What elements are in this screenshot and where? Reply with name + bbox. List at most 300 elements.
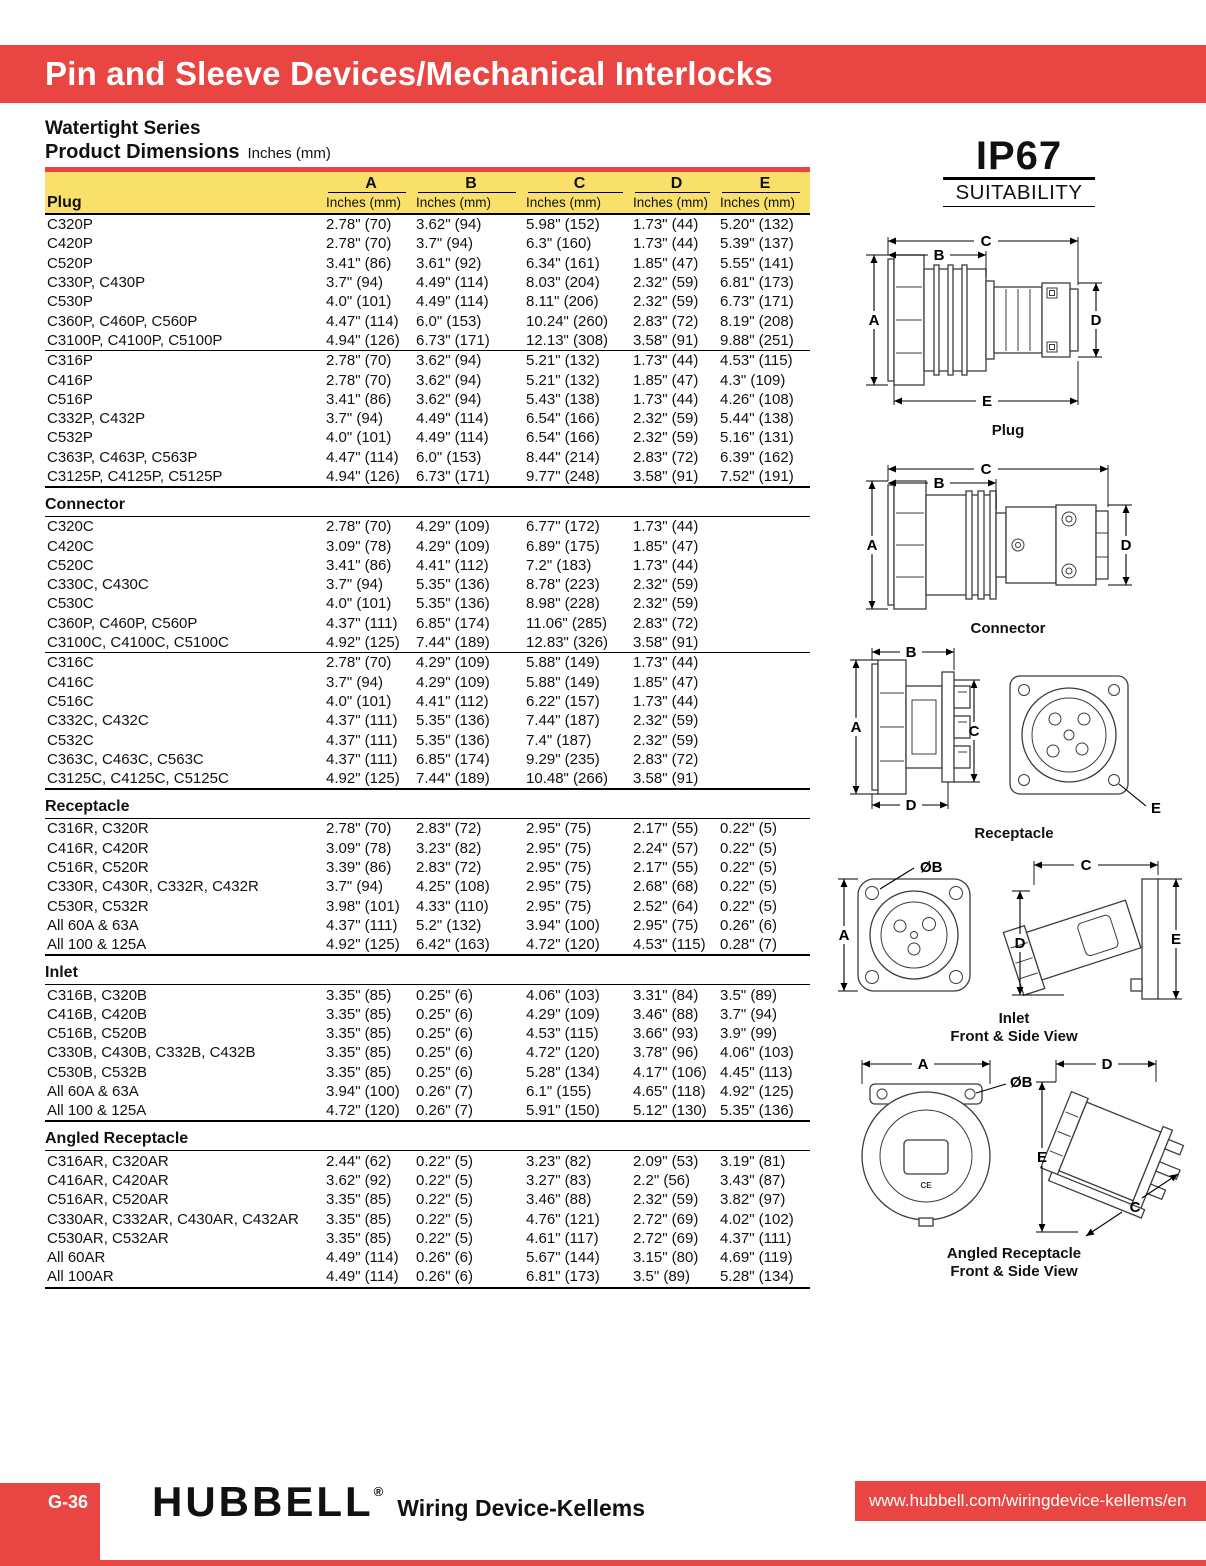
cell-c: 11.06" (285) [526,614,607,632]
cell-model: C316AR, C320AR [47,1152,169,1170]
angled-dim-e: E [1036,1149,1048,1166]
cell-e: 0.22" (5) [720,839,778,857]
brand-logo [152,1478,646,1525]
angled-receptacle-diagram-subcaption: Front & Side View [950,1263,1078,1280]
cell-d: 1.73" (44) [633,390,699,408]
cell-d: 1.73" (44) [633,692,699,710]
table-group [45,819,810,956]
cell-d: 2.83" (72) [633,448,699,466]
section-heading: Inlet [45,963,810,985]
angled-dim-a: A [917,1056,929,1073]
cell-e: 3.7" (94) [720,1005,778,1023]
footer-url[interactable]: www.hubbell.com/wiringdevice-kellems/en [855,1481,1206,1521]
cell-b: 5.35" (136) [416,576,490,594]
cell-c: 5.21" (132) [526,371,600,389]
receptacle-dim-d: D [905,797,917,814]
cell-a: 3.09" (78) [326,839,392,857]
cell-a: 4.0" (101) [326,692,392,710]
cell-model: C530AR, C532AR [47,1229,169,1247]
cell-d: 2.95" (75) [633,916,699,934]
cell-model: C363P, C463P, C563P [47,448,198,466]
cell-d: 2.17" (55) [633,820,699,838]
cell-d: 2.24" (57) [633,839,699,857]
cell-c: 6.89" (175) [526,537,600,555]
cell-a: 3.94" (100) [326,1083,400,1101]
cell-c: 5.88" (149) [526,654,600,672]
table-row [45,1024,810,1043]
cell-a: 4.47" (114) [326,448,399,466]
cell-b: 5.35" (136) [416,595,490,613]
cell-e: 4.3" (109) [720,371,786,389]
cell-d: 3.66" (93) [633,1025,699,1043]
cell-c: 8.03" (204) [526,274,600,292]
cell-c: 6.22" (157) [526,692,600,710]
cell-a: 3.35" (85) [326,1063,392,1081]
table-row [45,1209,810,1228]
cell-b: 4.49" (114) [416,274,489,292]
cell-model: C516AR, C520AR [47,1191,169,1209]
cell-model: C330R, C430R, C332R, C432R [47,878,259,896]
cell-a: 2.78" (70) [326,371,392,389]
cell-model: C516R, C520R [47,859,149,877]
cell-model: C330B, C430B, C332B, C432B [47,1044,256,1062]
cell-b: 0.26" (6) [416,1249,474,1267]
angled-receptacle-diagram-svg [834,1052,1194,1240]
plug-diagram-svg [838,225,1178,417]
illustrations-column [830,130,1206,1345]
cell-model: C520P [47,254,93,272]
angled-dim-d: D [1101,1056,1113,1073]
cell-d: 1.73" (44) [633,216,699,234]
cell-c: 6.3" (160) [526,235,592,253]
page-header-bar [0,45,1206,103]
table-row [45,1190,810,1209]
cell-a: 2.44" (62) [326,1152,392,1170]
cell-c: 6.77" (172) [526,518,600,536]
receptacle-dim-b: B [905,644,917,661]
cell-model: All 60A & 63A [47,1083,139,1101]
cell-d: 2.32" (59) [633,712,699,730]
cell-a: 2.78" (70) [326,216,392,234]
table-row [45,331,810,350]
cell-c: 5.28" (134) [526,1063,600,1081]
table-body [45,215,810,1289]
cell-a: 2.78" (70) [326,518,392,536]
cell-d: 1.85" (47) [633,254,699,272]
cell-c: 4.72" (120) [526,936,600,954]
ip67-suitability-label: SUITABILITY [943,180,1095,207]
subheader-d: Inches (mm) [633,195,709,210]
cell-model: All 100AR [47,1268,114,1286]
cell-a: 4.37" (111) [326,614,398,632]
cell-d: 5.12" (130) [633,1102,707,1120]
cell-b: 5.2" (132) [416,916,482,934]
table-row [45,467,810,486]
cell-d: 2.83" (72) [633,750,699,768]
cell-e: 4.92" (125) [720,1083,794,1101]
cell-b: 6.73" (171) [416,468,490,485]
cell-b: 4.49" (114) [416,293,489,311]
plug-dim-e: E [981,393,993,410]
cell-a: 3.35" (85) [326,1005,392,1023]
cell-b: 3.62" (94) [416,390,482,408]
cell-c: 9.29" (235) [526,750,600,768]
cell-a: 3.41" (86) [326,254,392,272]
table-row [45,692,810,711]
table-row [45,1171,810,1190]
cell-b: 3.23" (82) [416,839,482,857]
cell-d: 4.53" (115) [633,936,706,954]
table-row [45,1043,810,1062]
cell-c: 8.44" (214) [526,448,600,466]
inlet-dim-a: A [838,927,850,944]
cell-model: C332C, C432C [47,712,149,730]
cell-a: 4.37" (111) [326,916,398,934]
receptacle-diagram-svg [834,642,1194,820]
cell-model: All 100 & 125A [47,936,147,954]
table-group [45,517,810,653]
intro-block [45,118,331,166]
ip67-code: IP67 [943,136,1095,180]
cell-c: 3.46" (88) [526,1191,592,1209]
cell-c: 7.44" (187) [526,712,600,730]
cell-c: 5.98" (152) [526,216,600,234]
cell-d: 2.83" (72) [633,312,699,330]
cell-c: 2.95" (75) [526,878,592,896]
connector-diagram [838,455,1178,638]
cell-b: 0.25" (6) [416,1025,474,1043]
cell-b: 6.0" (153) [416,312,482,330]
cell-c: 6.1" (155) [526,1083,592,1101]
table-row [45,1248,810,1267]
cell-a: 3.09" (78) [326,537,392,555]
cell-e: 0.26" (6) [720,916,778,934]
cell-d: 1.73" (44) [633,556,699,574]
cell-model: C316P [47,352,93,370]
table-row [45,448,810,467]
table-row [45,409,810,428]
plug-section-label: Plug [47,194,82,211]
cell-d: 2.32" (59) [633,429,699,447]
table-group [45,215,810,351]
cell-c: 8.78" (223) [526,576,600,594]
cell-c: 7.4" (187) [526,731,592,749]
connector-diagram-caption: Connector [970,620,1046,637]
table-row [45,673,810,692]
column-letters-row [45,172,810,193]
table-group [45,1151,810,1288]
receptacle-diagram-caption: Receptacle [974,825,1054,842]
cell-b: 4.29" (109) [416,518,490,536]
table-row [45,1063,810,1082]
registered-mark: ® [373,1484,384,1499]
table-row [45,935,810,954]
table-row [45,517,810,536]
cell-d: 2.32" (59) [633,731,699,749]
cell-model: All 60A & 63A [47,916,139,934]
cell-b: 7.44" (189) [416,634,490,652]
cell-d: 1.85" (47) [633,371,699,389]
table-row [45,1267,810,1286]
cell-a: 3.7" (94) [326,410,384,428]
cell-b: 4.29" (109) [416,537,490,555]
col-letter-d: D [633,172,720,193]
cell-b: 0.25" (6) [416,1005,474,1023]
cell-b: 0.25" (6) [416,1044,474,1062]
table-row [45,877,810,896]
cell-b: 6.85" (174) [416,750,490,768]
table-group [45,653,810,790]
cell-d: 2.32" (59) [633,293,699,311]
cell-b: 4.25" (108) [416,878,490,896]
ip67-rating-block [943,136,1095,207]
dimensions-units: Inches (mm) [247,145,331,162]
cell-b: 4.29" (109) [416,654,490,672]
cell-c: 5.21" (132) [526,352,600,370]
cell-b: 0.22" (5) [416,1210,474,1228]
cell-a: 4.72" (120) [326,1102,400,1120]
table-row [45,916,810,935]
cell-d: 1.73" (44) [633,352,699,370]
page-number-badge: G-36 [0,1483,100,1566]
column-subheader-row [45,193,810,213]
cell-model: C416R, C420R [47,839,149,857]
cell-e: 4.53" (115) [720,352,793,370]
cell-e: 9.88" (251) [720,331,794,349]
plug-dim-c: C [980,233,992,250]
cell-a: 4.92" (125) [326,770,400,788]
cell-a: 3.35" (85) [326,1191,392,1209]
cell-e: 5.55" (141) [720,254,794,272]
cell-d: 1.73" (44) [633,235,699,253]
cell-e: 3.43" (87) [720,1171,786,1189]
cell-model: C316B, C320B [47,986,148,1004]
cell-c: 9.77" (248) [526,468,600,485]
cell-model: C520C [47,556,94,574]
cell-e: 4.02" (102) [720,1210,794,1228]
dimensions-heading [45,140,331,166]
table-row [45,234,810,253]
cell-d: 2.17" (55) [633,859,699,877]
cell-b: 6.85" (174) [416,614,490,632]
table-group [45,351,810,488]
table-row [45,819,810,838]
cell-d: 2.32" (59) [633,1191,699,1209]
cell-d: 3.58" (91) [633,634,699,652]
cell-b: 0.26" (6) [416,1268,474,1286]
table-row [45,311,810,330]
cell-d: 2.09" (53) [633,1152,699,1170]
cell-e: 6.39" (162) [720,448,794,466]
cell-e: 3.82" (97) [720,1191,786,1209]
cell-a: 3.35" (85) [326,986,392,1004]
table-row [45,370,810,389]
cell-d: 2.52" (64) [633,897,699,915]
cell-b: 3.62" (94) [416,371,482,389]
cell-a: 3.39" (86) [326,859,392,877]
cell-c: 2.95" (75) [526,820,592,838]
cell-model: C532C [47,731,94,749]
cell-e: 4.06" (103) [720,1044,794,1062]
cell-e: 6.81" (173) [720,274,794,292]
table-row [45,1082,810,1101]
cell-a: 3.35" (85) [326,1025,392,1043]
cell-a: 2.78" (70) [326,352,392,370]
section-heading: Connector [45,495,810,517]
bottom-red-strip [0,1560,1206,1566]
cell-c: 8.98" (228) [526,595,600,613]
table-row [45,614,810,633]
product-dimensions-table [45,167,810,1289]
cell-a: 4.0" (101) [326,429,392,447]
cell-b: 3.61" (92) [416,254,482,272]
table-row [45,536,810,555]
cell-b: 3.62" (94) [416,352,482,370]
cell-b: 0.22" (5) [416,1152,474,1170]
brand-division: Wiring Device-Kellems [397,1495,646,1521]
cell-c: 5.67" (144) [526,1249,600,1267]
table-row [45,390,810,409]
cell-c: 2.95" (75) [526,839,592,857]
cell-d: 4.17" (106) [633,1063,707,1081]
cell-c: 4.72" (120) [526,1044,600,1062]
table-row [45,594,810,613]
cell-model: C516P [47,390,93,408]
cell-e: 8.19" (208) [720,312,794,330]
subheader-e: Inches (mm) [720,195,796,210]
cell-model: C330AR, C332AR, C430AR, C432AR [47,1210,299,1228]
cell-e: 5.39" (137) [720,235,794,253]
subheader-b: Inches (mm) [416,195,492,210]
cell-b: 0.22" (5) [416,1229,474,1247]
cell-c: 8.11" (206) [526,293,599,311]
cell-c: 5.43" (138) [526,390,600,408]
cell-a: 4.47" (114) [326,312,399,330]
connector-diagram-svg [838,455,1178,615]
cell-d: 1.85" (47) [633,537,699,555]
cell-d: 2.72" (69) [633,1210,699,1228]
page-title: Pin and Sleeve Devices/Mechanical Interlocks [45,55,773,92]
cell-c: 4.61" (117) [526,1229,599,1247]
receptacle-dim-a: A [850,719,862,736]
cell-c: 6.81" (173) [526,1268,600,1286]
cell-model: C320C [47,518,94,536]
angled-dim-c: C [1129,1199,1141,1216]
table-row [45,351,810,370]
subheader-c: Inches (mm) [526,195,602,210]
cell-model: C330P, C430P [47,274,146,292]
cell-c: 4.06" (103) [526,986,600,1004]
table-row [45,1229,810,1248]
plug-dim-a: A [868,312,880,329]
cell-e: 0.28" (7) [720,936,778,954]
cell-d: 4.65" (118) [633,1083,706,1101]
cell-e: 5.20" (132) [720,216,794,234]
cell-b: 4.41" (112) [416,556,489,574]
cell-b: 0.22" (5) [416,1171,474,1189]
cell-e: 3.5" (89) [720,986,778,1004]
cell-b: 4.49" (114) [416,429,489,447]
cell-e: 0.22" (5) [720,897,778,915]
cell-e: 5.28" (134) [720,1268,794,1286]
cell-model: C316R, C320R [47,820,149,838]
table-row [45,897,810,916]
inlet-dim-c: C [1080,857,1092,874]
table-row [45,730,810,749]
cell-model: C330C, C430C [47,576,149,594]
table-header-band [45,172,810,215]
cell-b: 3.62" (94) [416,216,482,234]
cell-e: 3.9" (99) [720,1025,778,1043]
cell-d: 3.78" (96) [633,1044,699,1062]
table-row [45,215,810,234]
cell-d: 3.46" (88) [633,1005,699,1023]
cell-c: 3.27" (83) [526,1171,592,1189]
cell-a: 4.37" (111) [326,750,398,768]
cell-a: 3.7" (94) [326,274,384,292]
cell-a: 4.0" (101) [326,293,392,311]
plug-diagram [838,225,1178,440]
cell-e: 0.22" (5) [720,859,778,877]
cell-model: C420C [47,537,94,555]
cell-d: 2.83" (72) [633,614,699,632]
cell-c: 4.53" (115) [526,1025,599,1043]
cell-a: 4.37" (111) [326,731,398,749]
table-row [45,556,810,575]
cell-model: C320P [47,216,93,234]
ce-mark: CE [920,1181,932,1190]
inlet-diagram-subcaption: Front & Side View [950,1028,1078,1045]
cell-c: 2.95" (75) [526,859,592,877]
cell-e: 5.44" (138) [720,410,794,428]
inlet-diagram [834,853,1194,1046]
cell-c: 5.91" (150) [526,1102,600,1120]
series-title: Watertight Series [45,118,201,139]
cell-model: C3100C, C4100C, C5100C [47,634,229,652]
cell-b: 0.25" (6) [416,986,474,1004]
subheader-a: Inches (mm) [326,195,402,210]
cell-d: 3.58" (91) [633,331,699,349]
cell-e: 4.45" (113) [720,1063,793,1081]
cell-a: 3.41" (86) [326,556,392,574]
cell-a: 4.94" (126) [326,331,400,349]
cell-a: 4.49" (114) [326,1249,399,1267]
cell-d: 3.5" (89) [633,1268,691,1286]
cell-model: C416B, C420B [47,1005,148,1023]
col-letter-b: B [416,172,526,193]
cell-d: 3.58" (91) [633,770,699,788]
angled-receptacle-diagram [834,1052,1194,1281]
cell-d: 3.58" (91) [633,468,699,485]
cell-model: C3125C, C4125C, C5125C [47,770,229,788]
section-heading: Receptacle [45,797,810,819]
table-group [45,985,810,1122]
cell-model: C360P, C460P, C560P [47,614,198,632]
table-row [45,633,810,652]
cell-model: C516B, C520B [47,1025,148,1043]
inlet-diagram-caption: Inlet [998,1010,1030,1027]
table-row [45,839,810,858]
cell-b: 4.49" (114) [416,410,489,428]
table-row [45,750,810,769]
table-row [45,985,810,1004]
cell-model: C530B, C532B [47,1063,148,1081]
cell-a: 3.7" (94) [326,878,384,896]
receptacle-diagram [834,642,1194,843]
cell-c: 12.13" (308) [526,331,609,349]
cell-e: 4.26" (108) [720,390,794,408]
cell-b: 6.73" (171) [416,331,490,349]
